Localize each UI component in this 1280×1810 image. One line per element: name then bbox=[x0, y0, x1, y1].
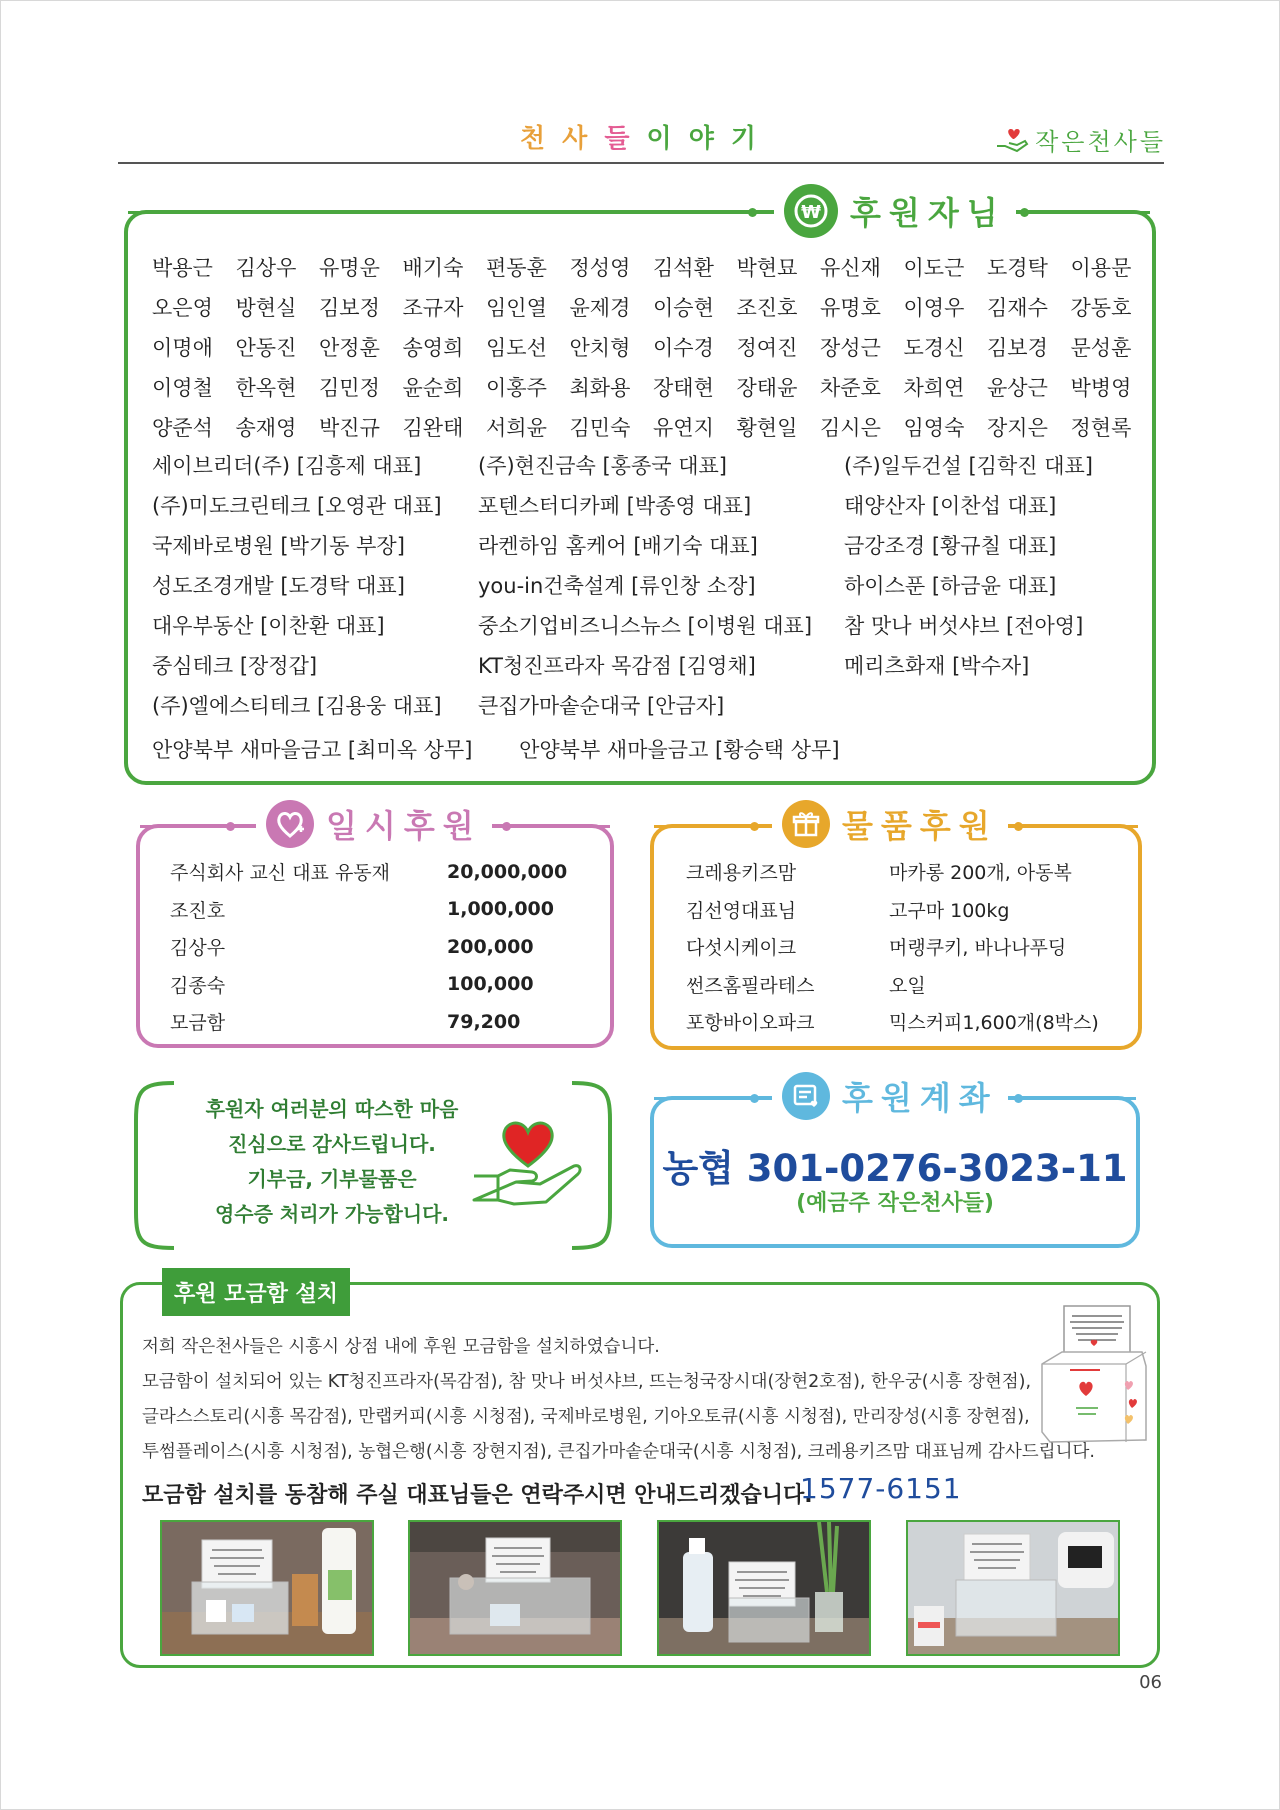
donor-names bbox=[152, 252, 1142, 444]
donor-org: (주)현진금속 [홍종국 대표] bbox=[478, 454, 727, 478]
donor-org: (주)엘에스티테크 [김용웅 대표] bbox=[152, 694, 442, 718]
donor-name: 박현묘 bbox=[736, 256, 798, 280]
heading-line bbox=[1018, 825, 1138, 828]
one-time-table bbox=[170, 853, 567, 1041]
heading-line bbox=[1024, 211, 1150, 214]
donor-org: (주)일두건설 [김학진 대표] bbox=[844, 454, 1093, 478]
donor-name: 윤상근 bbox=[987, 376, 1048, 400]
donor-name: 박진규 bbox=[319, 416, 380, 440]
donated-item: 마카롱 200개, 아동복 bbox=[889, 862, 1072, 885]
donor-name: 주식회사 교신 대표 유동재 bbox=[170, 862, 391, 885]
donor-name: 박용근 bbox=[152, 256, 213, 280]
phone-number: 1577-6151 bbox=[800, 1472, 962, 1505]
donor-name: 썬즈홈필라테스 bbox=[686, 974, 815, 997]
donor-name: 김상우 bbox=[235, 256, 297, 280]
donor-name: 이영우 bbox=[903, 296, 965, 320]
donor-name: 김민숙 bbox=[569, 416, 631, 440]
one-time-row bbox=[170, 1003, 567, 1041]
donor-name: 김석환 bbox=[653, 256, 714, 280]
donor-name: 장태현 bbox=[653, 376, 714, 400]
donor-name: 이영철 bbox=[152, 376, 213, 400]
donor-name: 장성근 bbox=[820, 336, 881, 360]
donor-name: 이도근 bbox=[903, 256, 965, 280]
description-line: 투썸플레이스(시흥 시청점), 농협은행(시흥 장현지점), 큰집가마솥순대국(시흥 시청점), 크레용키즈맘 대표님께 감사드립니다. bbox=[142, 1442, 1095, 1462]
heading-line bbox=[654, 825, 754, 828]
donor-name: 조진호 bbox=[170, 899, 226, 922]
heart-plus-icon bbox=[266, 800, 314, 848]
donors-title: 후원자님 bbox=[850, 194, 1006, 232]
donor-org: 참 맛나 버섯샤브 [전아영] bbox=[844, 614, 1084, 638]
heading-line bbox=[128, 211, 752, 214]
heart-hand-icon bbox=[995, 126, 1029, 154]
donor-name: 유연지 bbox=[653, 416, 714, 440]
donated-item: 믹스커피1,600개(8박스) bbox=[889, 1012, 1099, 1035]
donor-name: 문성훈 bbox=[1070, 336, 1132, 360]
donor-orgs-last-row bbox=[152, 734, 880, 766]
thanks-message bbox=[172, 1092, 492, 1232]
donor-name: 안동진 bbox=[235, 336, 297, 360]
gift-icon bbox=[782, 800, 830, 848]
donor-name: 윤제경 bbox=[569, 296, 631, 320]
donor-name: 편동훈 bbox=[486, 256, 547, 280]
description-line: 저희 작은천사들은 시흥시 상점 내에 후원 모금함을 설치하였습니다. bbox=[142, 1337, 660, 1357]
heading-line bbox=[654, 1097, 754, 1100]
page-number: 06 bbox=[1139, 1672, 1162, 1693]
header-rule bbox=[118, 162, 1164, 164]
donor-name: 김보정 bbox=[319, 296, 380, 320]
one-time-row bbox=[170, 928, 567, 966]
donor-name: 임도선 bbox=[486, 336, 547, 360]
collection-box-title: 후원 모금함 설치 bbox=[162, 1268, 350, 1316]
heart-in-hand-icon bbox=[470, 1112, 588, 1216]
collection-box-photo bbox=[160, 1520, 374, 1656]
logo-text: 작은천사들 bbox=[1035, 128, 1166, 156]
donor-name: 김보경 bbox=[987, 336, 1048, 360]
donor-name: 최화용 bbox=[569, 376, 631, 400]
account-title: 후원계좌 bbox=[842, 1079, 998, 1117]
one-time-title: 일시후원 bbox=[326, 807, 482, 845]
donor-name: 한옥현 bbox=[235, 376, 297, 400]
one-time-row bbox=[170, 891, 567, 929]
donor-org: 세이브리더(주) [김흥제 대표] bbox=[152, 454, 422, 478]
donor-org: 금강조경 [황규칠 대표] bbox=[844, 534, 1057, 558]
donor-name: 김민정 bbox=[319, 376, 380, 400]
donor-name: 장지은 bbox=[987, 416, 1048, 440]
one-time-heading bbox=[256, 800, 492, 848]
donor-org: you-in건축설계 [류인창 소장] bbox=[478, 574, 756, 598]
donor-org: 태양산자 [이찬섭 대표] bbox=[844, 494, 1057, 518]
donation-amount: 20,000,000 bbox=[447, 860, 568, 883]
goods-row bbox=[686, 966, 1099, 1004]
donor-name: 김시은 bbox=[820, 416, 881, 440]
donor-name: 이승현 bbox=[653, 296, 714, 320]
donor-org: 라켄하임 홈케어 [배기숙 대표] bbox=[478, 534, 758, 558]
donor-name: 안치형 bbox=[569, 336, 631, 360]
heading-line bbox=[1018, 1097, 1136, 1100]
donor-name: 서희윤 bbox=[486, 416, 547, 440]
donor-name: 윤순희 bbox=[402, 376, 464, 400]
donor-name: 조진호 bbox=[736, 296, 798, 320]
donated-item: 머랭쿠키, 바나나푸딩 bbox=[889, 937, 1067, 960]
donor-name: 임인열 bbox=[486, 296, 547, 320]
donor-name: 오은영 bbox=[152, 296, 213, 320]
donor-name: 도경탁 bbox=[987, 256, 1048, 280]
donation-amount: 79,200 bbox=[447, 1010, 521, 1033]
donors-heading bbox=[774, 184, 1016, 238]
description-line: 글라스스토리(시흥 목감점), 만랩커피(시흥 시청점), 국제바로병원, 기아오토큐(시흥 시청점), 만리장성(시흥 장현점), bbox=[142, 1407, 1030, 1427]
collection-box-photo bbox=[657, 1520, 871, 1656]
goods-heading bbox=[772, 800, 1008, 848]
collection-box-photo bbox=[906, 1520, 1120, 1656]
donor-name: 김선영대표님 bbox=[686, 899, 797, 922]
donor-name: 정여진 bbox=[736, 336, 798, 360]
thanks-line: 진심으로 감사드립니다. bbox=[228, 1132, 436, 1156]
goods-table bbox=[686, 853, 1099, 1041]
donor-name: 차희연 bbox=[903, 376, 965, 400]
description-line: 모금함이 설치되어 있는 KT청진프라자(목감점), 참 맛나 버섯샤브, 뜨는청국장시대(장현2호점), 한우궁(시흥 장현점), bbox=[142, 1372, 1032, 1392]
donor-org: 중소기업비즈니스뉴스 [이병원 대표] bbox=[478, 614, 813, 638]
collection-box-photo bbox=[408, 1520, 622, 1656]
account-holder: (예금주 작은천사들) bbox=[796, 1191, 994, 1216]
donation-amount: 100,000 bbox=[447, 973, 534, 996]
won-coin-icon bbox=[784, 184, 838, 238]
heading-line bbox=[140, 825, 230, 828]
org-logo bbox=[995, 122, 1166, 157]
donor-name: 임영숙 bbox=[903, 416, 965, 440]
donation-amount: 1,000,000 bbox=[447, 898, 554, 921]
donor-name: 방현실 bbox=[235, 296, 297, 320]
donor-name: 양준석 bbox=[152, 416, 213, 440]
donor-name: 다섯시케이크 bbox=[686, 937, 797, 960]
svg-text:₩: ₩ bbox=[801, 202, 821, 223]
bankbook-icon bbox=[782, 1072, 830, 1120]
donor-name: 유명운 bbox=[319, 256, 380, 280]
donation-amount: 200,000 bbox=[447, 935, 534, 958]
donor-org bbox=[844, 690, 1144, 722]
donor-name: 박병영 bbox=[1070, 376, 1132, 400]
donor-name: 유신재 bbox=[820, 256, 881, 280]
donor-org: 안양북부 새마을금고 [최미옥 상무] bbox=[152, 738, 473, 762]
donor-name: 김재수 bbox=[987, 296, 1048, 320]
donor-name: 이용문 bbox=[1070, 256, 1132, 280]
page-title: 천 사 들 이 야 기 bbox=[519, 124, 761, 154]
donor-name: 크레용키즈맘 bbox=[686, 862, 797, 885]
donor-name: 안정훈 bbox=[319, 336, 380, 360]
donor-org: 국제바로병원 [박기동 부장] bbox=[152, 534, 405, 558]
thanks-line: 기부금, 기부물품은 bbox=[247, 1167, 417, 1191]
goods-row bbox=[686, 1003, 1099, 1041]
account-number: 농협 301-0276-3023-11 bbox=[662, 1147, 1128, 1190]
donor-name: 유명호 bbox=[820, 296, 881, 320]
goods-row bbox=[686, 853, 1099, 891]
donated-item: 고구마 100kg bbox=[889, 899, 1010, 922]
donor-org: 중심테크 [장정갑] bbox=[152, 654, 318, 678]
collection-box-description bbox=[142, 1330, 1095, 1470]
donor-org: 안양북부 새마을금고 [황승택 상무] bbox=[519, 738, 840, 762]
donor-org: 대우부동산 [이찬환 대표] bbox=[152, 614, 385, 638]
thanks-line: 영수증 처리가 가능합니다. bbox=[214, 1202, 450, 1226]
donor-org: 큰집가마솥순대국 [안금자] bbox=[478, 694, 725, 718]
donor-org: (주)미도크린테크 [오영관 대표] bbox=[152, 494, 442, 518]
one-time-row bbox=[170, 853, 567, 891]
goods-row bbox=[686, 891, 1099, 929]
donor-orgs bbox=[152, 450, 1142, 722]
heading-line bbox=[506, 825, 610, 828]
donor-name: 김상우 bbox=[170, 937, 226, 960]
donor-name: 이명애 bbox=[152, 336, 213, 360]
donor-org: KT청진프라자 목감점 [김영채] bbox=[478, 654, 756, 678]
goods-row bbox=[686, 928, 1099, 966]
donor-org: 성도조경개발 [도경탁 대표] bbox=[152, 574, 405, 598]
donor-name: 포항바이오파크 bbox=[686, 1012, 815, 1035]
donor-name: 도경신 bbox=[903, 336, 965, 360]
donor-name: 장태윤 bbox=[736, 376, 798, 400]
donors-panel bbox=[124, 210, 1156, 785]
account-heading bbox=[772, 1072, 1008, 1120]
donor-name: 송재영 bbox=[235, 416, 297, 440]
thanks-line: 후원자 여러분의 따스한 마음 bbox=[205, 1097, 459, 1121]
donor-name: 조규자 bbox=[402, 296, 464, 320]
donor-org: 하이스푼 [하금윤 대표] bbox=[844, 574, 1057, 598]
donor-name: 김완태 bbox=[402, 416, 464, 440]
donor-name: 배기숙 bbox=[402, 256, 464, 280]
donor-name: 정성영 bbox=[569, 256, 631, 280]
donor-org: 메리츠화재 [박수자] bbox=[844, 654, 1030, 678]
one-time-row bbox=[170, 966, 567, 1004]
donor-name: 이수경 bbox=[653, 336, 714, 360]
donor-name: 정현록 bbox=[1070, 416, 1132, 440]
goods-title: 물품후원 bbox=[842, 807, 998, 845]
call-to-action: 모금함 설치를 동참해 주실 대표님들은 연락주시면 안내드리겠습니다. bbox=[142, 1483, 813, 1508]
donor-name: 모금함 bbox=[170, 1012, 226, 1035]
donor-name: 이홍주 bbox=[486, 376, 547, 400]
donor-name: 차준호 bbox=[820, 376, 881, 400]
donor-name: 김종숙 bbox=[170, 974, 226, 997]
donated-item: 오일 bbox=[889, 974, 926, 997]
donor-name: 강동호 bbox=[1070, 296, 1132, 320]
donor-org: 포텐스터디카페 [박종영 대표] bbox=[478, 494, 752, 518]
donor-name: 황현일 bbox=[736, 416, 798, 440]
donor-name: 송영희 bbox=[402, 336, 464, 360]
donation-box-illustration bbox=[1036, 1300, 1152, 1448]
